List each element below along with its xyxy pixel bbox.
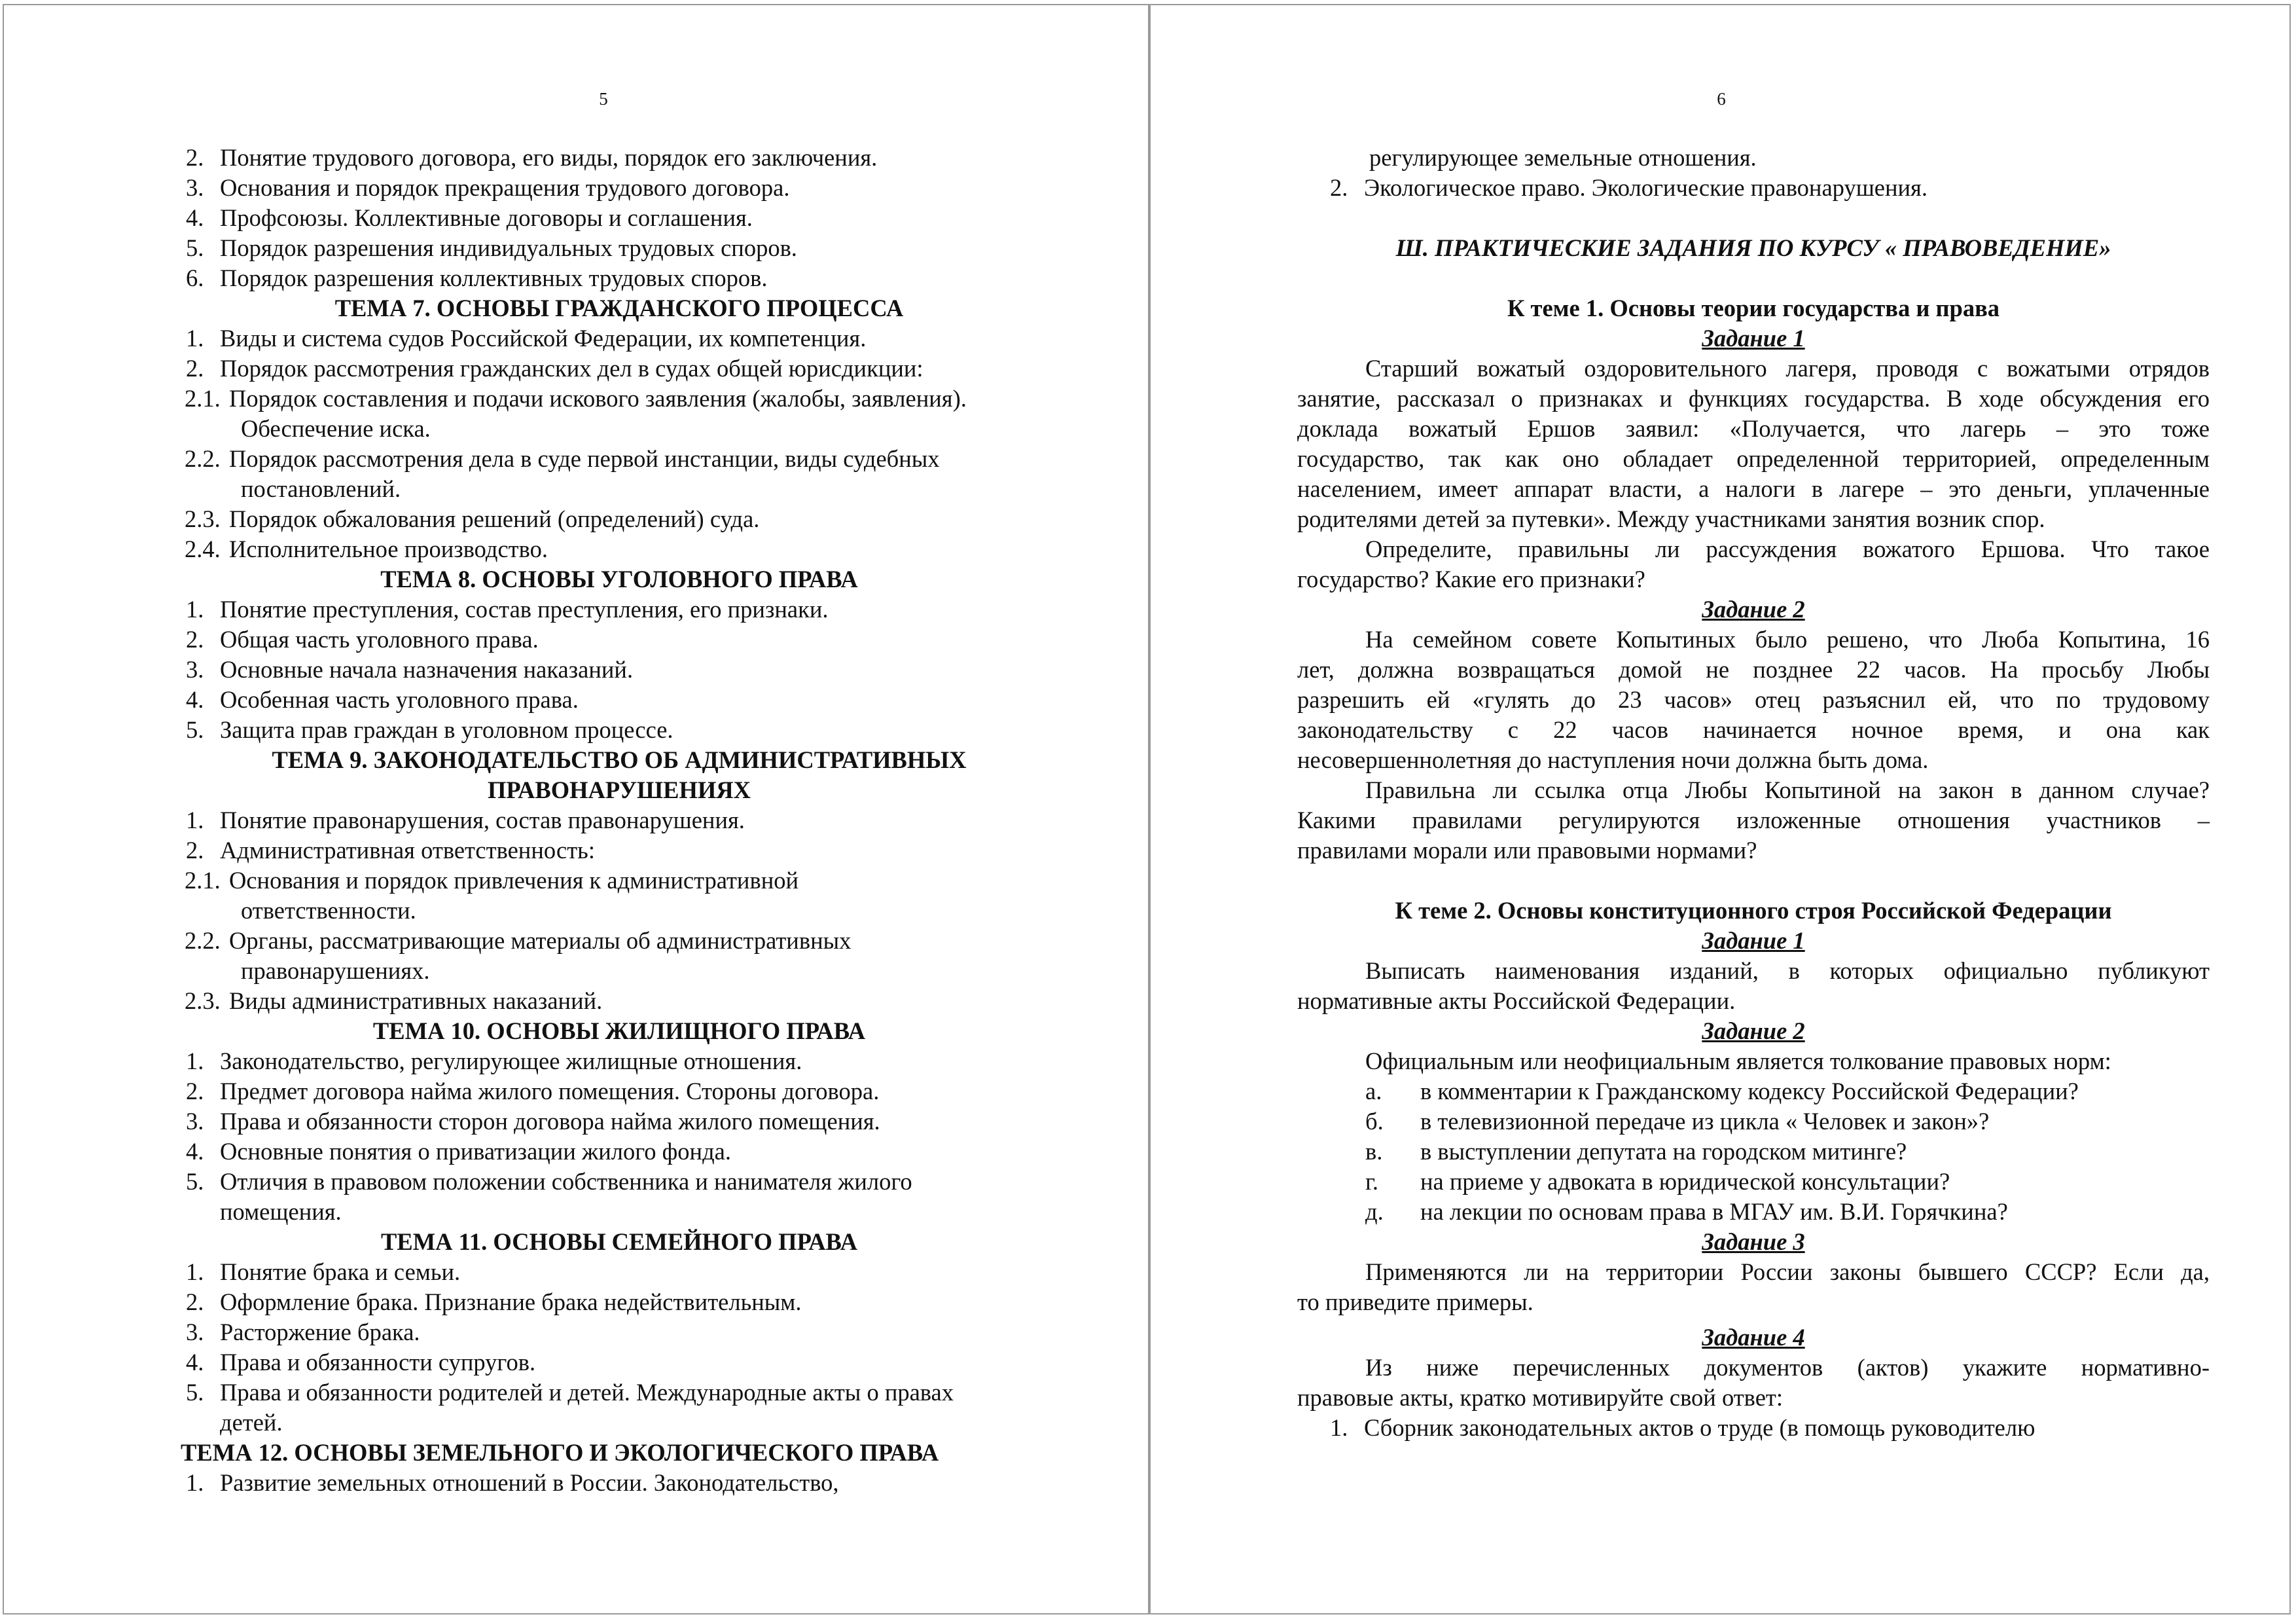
list-item: 3. Расторжение брака. bbox=[186, 1319, 420, 1345]
topic-2-heading: К теме 2. Основы конституционного строя Российской Федерации bbox=[1395, 897, 2112, 924]
page-number: 5 bbox=[599, 89, 608, 109]
task-title: Задание 3 bbox=[1702, 1228, 1805, 1255]
topic-7-heading: ТЕМА 7. ОСНОВЫ ГРАЖДАНСКОГО ПРОЦЕССА bbox=[334, 295, 904, 321]
list-item-continuation: помещения. bbox=[220, 1198, 342, 1225]
topic-9-heading-cont: ПРАВОНАРУШЕНИЯХ bbox=[488, 776, 751, 803]
task-title: Задание 2 bbox=[1702, 1017, 1805, 1044]
task-title: Задание 1 bbox=[1702, 325, 1805, 352]
sub-list-item-continuation: Обеспечение иска. bbox=[241, 415, 431, 442]
option-item: б. в телевизионной передаче из цикла « Человек и закон»? bbox=[1365, 1108, 1990, 1135]
list-item: 4. Основные понятия о приватизации жилого фонда. bbox=[186, 1138, 731, 1165]
list-item: 2. Оформление брака. Признание брака недействительным. bbox=[186, 1288, 802, 1315]
topic-10-heading: ТЕМА 10. ОСНОВЫ ЖИЛИЩНОГО ПРАВА bbox=[372, 1017, 866, 1044]
task-title: Задание 4 bbox=[1702, 1324, 1805, 1351]
topic-8-heading: ТЕМА 8. ОСНОВЫ УГОЛОВНОГО ПРАВА bbox=[380, 566, 858, 593]
sub-list-item: 2.2. Органы, рассматривающие материалы об административных bbox=[185, 927, 852, 954]
list-item: 2. Экологическое право. Экологические правонарушения. bbox=[1330, 174, 1928, 201]
list-item: 4. Профсоюзы. Коллективные договоры и соглашения. bbox=[186, 204, 753, 231]
sub-list-item: 2.1. Порядок составления и подачи искового заявления (жалобы, заявления). bbox=[185, 385, 967, 412]
list-item: 5. Порядок разрешения индивидуальных трудовых споров. bbox=[186, 234, 797, 261]
list-item: 2. Общая часть уголовного права. bbox=[186, 626, 539, 653]
task-paragraph: Правильна ли ссылка отца Любы Копытиной на закон в данном случае? Какими правилами регулируются изложенные отношения участников – правилами морали или правовыми нормами? bbox=[1297, 776, 2210, 864]
option-item: д. на лекции по основам права в МГАУ им. В.И. Горячкина? bbox=[1365, 1198, 2008, 1225]
list-item: 1. Развитие земельных отношений в России. Законодательство, bbox=[186, 1469, 839, 1496]
topic-1-heading: К теме 1. Основы теории государства и права bbox=[1507, 295, 2000, 321]
list-item: 1. Законодательство, регулирующее жилищные отношения. bbox=[186, 1048, 802, 1074]
list-item: 5. Защита прав граждан в уголовном процессе. bbox=[186, 716, 673, 743]
task-paragraph: Из ниже перечисленных документов (актов) укажите нормативно- правовые акты, кратко мотивируйте свой ответ: bbox=[1297, 1354, 2210, 1411]
list-item: 1. Сборник законодательных актов о труде (в помощь руководителю bbox=[1330, 1414, 2036, 1441]
list-item: 3. Основные начала назначения наказаний. bbox=[186, 656, 634, 683]
list-item: 1. Понятие брака и семьи. bbox=[186, 1258, 461, 1285]
list-item: 3. Права и обязанности сторон договора найма жилого помещения. bbox=[186, 1108, 880, 1135]
sub-list-item: 2.4. Исполнительное производство. bbox=[185, 536, 548, 562]
task-title: Задание 2 bbox=[1702, 596, 1805, 623]
page-6 bbox=[1149, 4, 2291, 1614]
page-5 bbox=[3, 4, 1149, 1614]
task-paragraph: Выписать наименования изданий, в которых официально публикуют нормативные акты Российской Федерации. bbox=[1297, 957, 2210, 1014]
sub-list-item: 2.3. Виды административных наказаний. bbox=[185, 987, 603, 1014]
sub-list-item-continuation: правонарушениях. bbox=[241, 957, 430, 984]
list-item-continuation: детей. bbox=[220, 1409, 283, 1436]
list-item: 1. Виды и система судов Российской Федерации, их компетенция. bbox=[186, 325, 867, 352]
task-paragraph: Старший вожатый оздоровительного лагеря, проводя с вожатыми отрядов занятие, рассказал о признаках и функциях государства. В ходе обсуждения его доклада вожатый Ершов заявил: «Получается, что лагерь – это тоже государство, так как оно обладает определенной территорией, определенным населением, имеет аппарат власти, а налоги в лагере – это деньги, уплаченные родителями детей за путевки». Между участниками занятия возник спор. bbox=[1297, 355, 2210, 532]
list-item: 2. Предмет договора найма жилого помещения. Стороны договора. bbox=[186, 1078, 880, 1104]
list-item: 5. Права и обязанности родителей и детей. Международные акты о правах bbox=[186, 1379, 954, 1406]
list-item-continuation: регулирующее земельные отношения. bbox=[1369, 144, 1757, 171]
page-number: 6 bbox=[1717, 89, 1726, 109]
list-item: 1. Понятие правонарушения, состав правонарушения. bbox=[186, 807, 745, 833]
sub-list-item: 2.3. Порядок обжалования решений (определений) суда. bbox=[185, 505, 760, 532]
page-6-content bbox=[1297, 143, 2210, 1443]
option-item: г. на приеме у адвоката в юридической консультации? bbox=[1365, 1168, 1950, 1195]
task-title: Задание 1 bbox=[1702, 927, 1805, 954]
list-item: 2. Административная ответственность: bbox=[186, 837, 595, 864]
task-paragraph: Применяются ли на территории России законы бывшего СССР? Если да, то приведите примеры. bbox=[1297, 1258, 2210, 1315]
option-item: в. в выступлении депутата на городском митинге? bbox=[1365, 1138, 1907, 1165]
list-item: 5. Отличия в правовом положении собственника и нанимателя жилого bbox=[186, 1168, 912, 1195]
section-heading: Ш. ПРАКТИЧЕСКИЕ ЗАДАНИЯ ПО КУРСУ « ПРАВОВЕДЕНИЕ» bbox=[1395, 234, 2111, 261]
sub-list-item: 2.1. Основания и порядок привлечения к административной bbox=[185, 867, 799, 894]
list-item: 4. Права и обязанности супругов. bbox=[186, 1349, 536, 1376]
topic-11-heading: ТЕМА 11. ОСНОВЫ СЕМЕЙНОГО ПРАВА bbox=[381, 1228, 857, 1255]
topic-12-heading: ТЕМА 12. ОСНОВЫ ЗЕМЕЛЬНОГО И ЭКОЛОГИЧЕСКОГО ПРАВА bbox=[181, 1439, 939, 1466]
list-item: 1. Понятие преступления, состав преступления, его признаки. bbox=[186, 596, 829, 623]
list-item: 2. Порядок рассмотрения гражданских дел в судах общей юрисдикции: bbox=[186, 355, 924, 382]
list-item: 3. Основания и порядок прекращения трудового договора. bbox=[186, 174, 790, 201]
sub-list-item-continuation: постановлений. bbox=[241, 475, 401, 502]
task-paragraph: На семейном совете Копытиных было решено, что Люба Копытина, 16 лет, должна возвращаться домой не позднее 22 часов. На просьбу Любы разрешить ей «гулять до 23 часов» отец разъяснил ей, что по трудовому законодательству с 22 часов начинается ночное время, и она как несовершеннолетняя до наступления ночи должна быть дома. bbox=[1297, 626, 2210, 773]
list-item: 4. Особенная часть уголовного права. bbox=[186, 686, 579, 713]
list-item: 2. Понятие трудового договора, его виды, порядок его заключения. bbox=[186, 144, 878, 171]
list-item: 6. Порядок разрешения коллективных трудовых споров. bbox=[186, 264, 768, 291]
page-5-content bbox=[181, 143, 1058, 1498]
sub-list-item-continuation: ответственности. bbox=[241, 897, 416, 924]
task-paragraph: Определите, правильны ли рассуждения вожатого Ершова. Что такое государство? Какие его признаки? bbox=[1297, 536, 2210, 593]
option-item: а. в комментарии к Гражданскому кодексу Российской Федерации? bbox=[1365, 1078, 2079, 1104]
topic-9-heading: ТЕМА 9. ЗАКОНОДАТЕЛЬСТВО ОБ АДМИНИСТРАТИВНЫХ bbox=[272, 746, 967, 773]
sub-list-item: 2.2. Порядок рассмотрения дела в суде первой инстанции, виды судебных bbox=[185, 445, 940, 472]
task-intro: Официальным или неофициальным является толкование правовых норм: bbox=[1365, 1048, 2111, 1074]
